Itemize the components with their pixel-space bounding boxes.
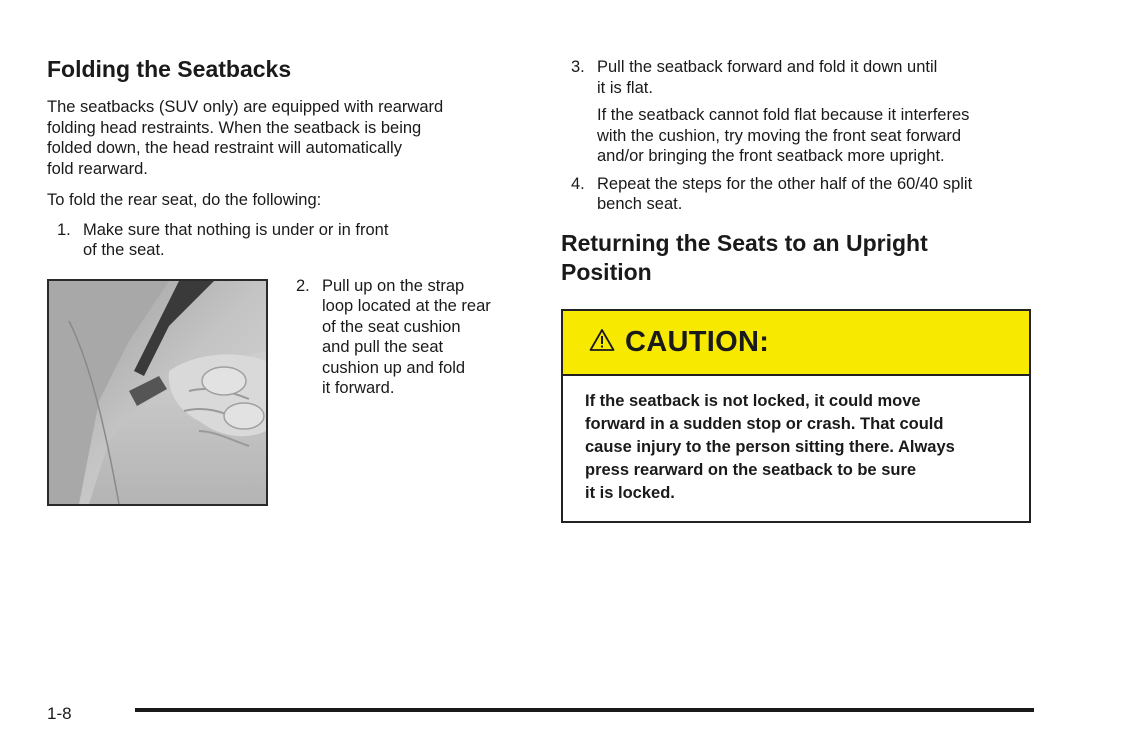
- step-line: Pull the seatback forward and fold it down until: [597, 58, 938, 76]
- step-line: it is flat.: [597, 78, 653, 97]
- step-line: it forward.: [322, 379, 395, 397]
- step-number: 4.: [571, 174, 585, 193]
- heading-line: Returning the Seats to an Upright: [561, 229, 928, 256]
- intro-paragraph: [47, 97, 517, 179]
- figure-row: [47, 276, 517, 507]
- step-line: of the seat.: [83, 241, 165, 259]
- step-line: bench seat.: [597, 195, 683, 213]
- warning-triangle-icon: [589, 328, 615, 352]
- section-heading: Folding the Seatbacks: [47, 56, 292, 82]
- step-text: [597, 57, 1036, 98]
- right-column: [561, 57, 1036, 523]
- instruction-lead: To fold the rear seat, do the following:: [47, 191, 322, 209]
- step-line: of the seat cushion: [322, 317, 461, 336]
- intro-line: fold rearward.: [47, 159, 148, 178]
- left-column: [47, 55, 517, 507]
- step-1: [47, 220, 517, 261]
- step-number: 2.: [296, 276, 310, 295]
- step-line: Make sure that nothing is under or in front: [83, 220, 389, 239]
- section-heading: [561, 229, 1036, 287]
- caution-title: CAUTION:: [625, 325, 770, 358]
- caution-box: [561, 309, 1031, 523]
- step-text: [83, 220, 517, 261]
- step-4: [561, 174, 1036, 215]
- heading-line: Position: [561, 258, 652, 285]
- step-line: loop located at the rear: [322, 297, 491, 315]
- seat-strap-photo: [47, 279, 268, 506]
- note-line: with the cushion, try moving the front seat forward: [597, 126, 962, 145]
- step-2: [296, 276, 552, 399]
- step-line: Pull up on the strap: [322, 276, 465, 295]
- step-3: [561, 57, 1036, 98]
- step-text: [597, 174, 1036, 215]
- caution-line: it is locked.: [585, 483, 675, 502]
- step-line: and pull the seat: [322, 338, 444, 356]
- page-number: 1-8: [47, 704, 72, 723]
- caution-header: [563, 311, 1029, 376]
- note-line: and/or bringing the front seatback more upright.: [597, 147, 945, 165]
- step-line: cushion up and fold: [322, 358, 466, 377]
- caution-line: If the seatback is not locked, it could move: [585, 391, 921, 410]
- caution-line: cause injury to the person sitting there. Always: [585, 437, 955, 456]
- caution-body: [563, 376, 1029, 521]
- footer-rule: [135, 708, 1034, 712]
- caution-line: press rearward on the seatback to be sure: [585, 460, 917, 479]
- caution-line: forward in a sudden stop or crash. That could: [585, 414, 944, 433]
- step-number: 1.: [57, 220, 71, 239]
- step-text: [322, 276, 552, 399]
- intro-line: folding head restraints. When the seatback is being: [47, 118, 422, 137]
- step-3-note: [561, 105, 1036, 167]
- step-line: Repeat the steps for the other half of the 60/40 split: [597, 174, 973, 193]
- intro-line: The seatbacks (SUV only) are equipped with rearward: [47, 98, 444, 116]
- intro-line: folded down, the head restraint will automatically: [47, 139, 402, 157]
- note-line: If the seatback cannot fold flat because it interferes: [597, 106, 970, 124]
- step-number: 3.: [571, 58, 585, 76]
